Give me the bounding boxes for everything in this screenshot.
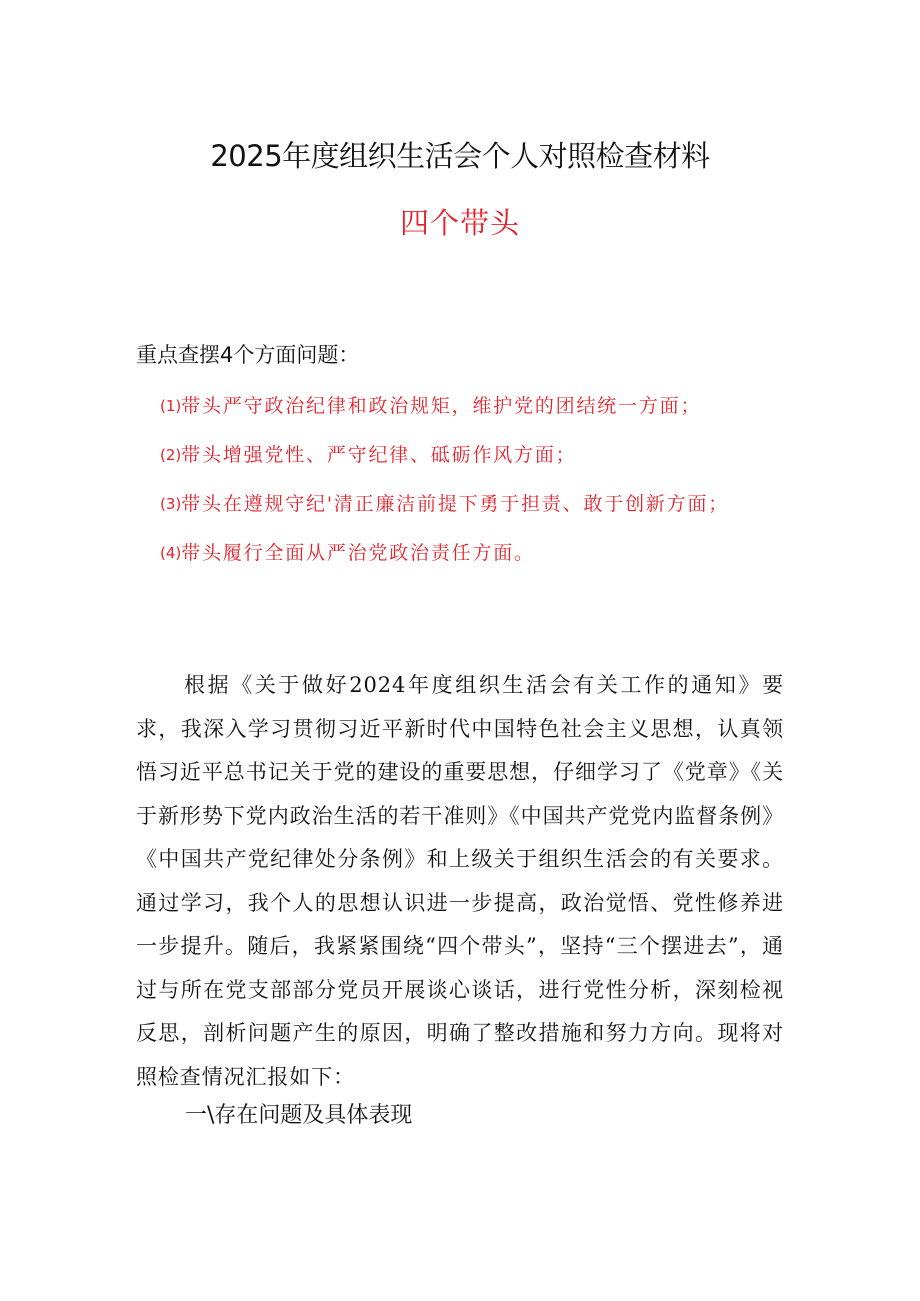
document-subtitle: 四个带头 <box>399 206 520 240</box>
focus-heading: 重点查摆4个方面问题： <box>136 343 360 367</box>
focus-item-1 <box>160 391 800 440</box>
focus-item-text: 带头严守政治纪律和政治规矩，维护党的团结统一方面； <box>181 395 702 417</box>
focus-item-2 <box>160 440 800 489</box>
focus-item-number: (4) <box>160 544 182 562</box>
focus-item-text: 带头增强党性、严守纪律、砥砺作风方面； <box>181 444 577 466</box>
focus-item-4 <box>160 538 800 587</box>
focus-item-number: (2) <box>160 446 182 464</box>
focus-item-number: (3) <box>160 495 182 513</box>
document-title: 2025年度组织生活会个人对照检查材料 <box>210 139 710 173</box>
focus-list <box>160 391 800 587</box>
focus-item-3 <box>160 489 800 538</box>
focus-item-text: 带头履行全面从严治党政治责任方面。 <box>181 542 535 564</box>
body-paragraph: 根据《关于做好2024年度组织生活会有关工作的通知》要求，我深入学习贯彻习近平新时代中国特色社会主义思想，认真领悟习近平总书记关于党的建设的重要思想，仔细学习了《党章》《关于新形势下党内政治生活的若干准则》《中国共产党党内监督条例》《中国共产党纪律处分条例》和上级关于组织生活会的有关要求。通过学习，我个人的思想认识进一步提高，政治觉悟、党性修养进一步提升。随后，我紧紧围绕“四个带头”，坚持“三个摆进去”，通过与所在党支部部分党员开展谈心谈话，进行党性分析，深刻检视反思，剖析问题产生的原因，明确了整改措施和努力方向。现将对照检查情况汇报如下： <box>136 673 784 1089</box>
section-heading: 一\存在问题及具体表现 <box>185 1103 413 1128</box>
focus-item-number: (1) <box>160 397 182 415</box>
focus-item-text: 带头在遵规守纪'清正廉洁前提下勇于担责、敢于创新方面； <box>181 493 730 515</box>
